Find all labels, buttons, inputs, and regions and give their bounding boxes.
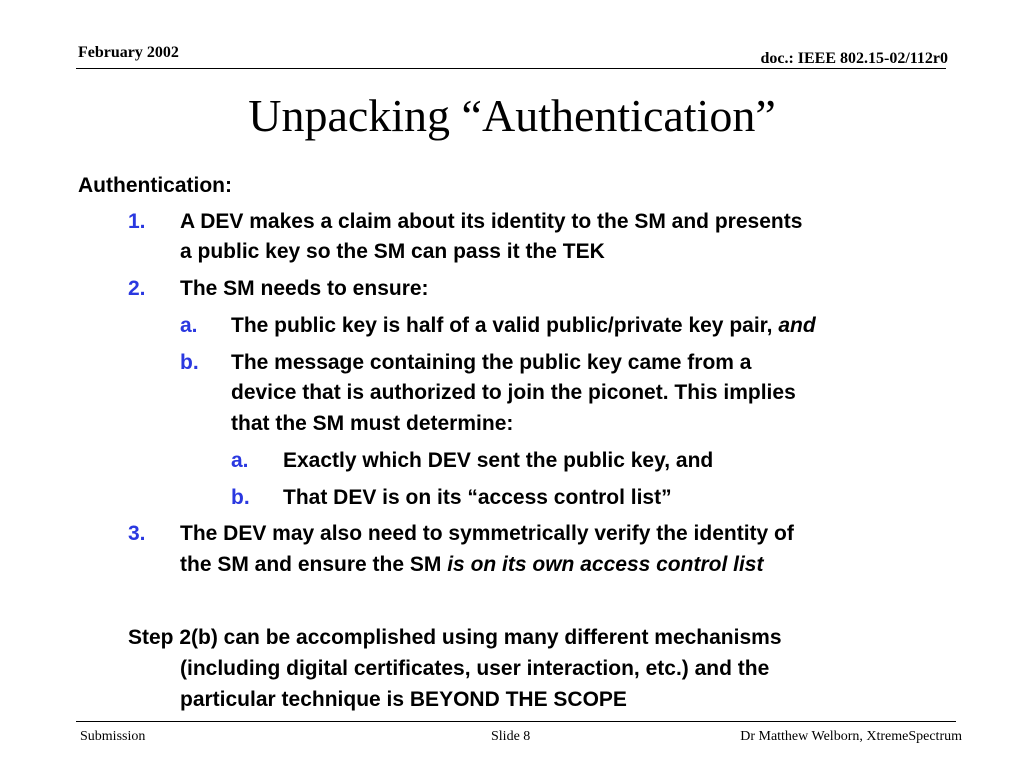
step-line1: Step 2(b) can be accomplished using many different mechanisms: [128, 626, 782, 649]
item2b-a-text: Exactly which DEV sent the public key, and: [283, 449, 714, 472]
item2b-b-marker: b.: [231, 486, 250, 509]
item2b-line2: device that is authorized to join the piconet. This implies: [231, 381, 796, 404]
item3-marker: 3.: [128, 522, 146, 545]
item3-line2-main: the SM and ensure the SM: [180, 553, 442, 576]
item2b-b-text: That DEV is on its “access control list”: [283, 486, 672, 509]
header-divider: [76, 68, 946, 69]
item2b-line1: The message containing the public key came from a: [231, 351, 752, 374]
item2b-a-marker: a.: [231, 449, 249, 472]
item2-text: The SM needs to ensure:: [180, 277, 429, 300]
item1-marker: 1.: [128, 210, 146, 233]
header-doc-id: doc.: IEEE 802.15-02/112r0: [760, 50, 948, 67]
body-heading: Authentication:: [78, 174, 232, 197]
item2b-line3: that the SM must determine:: [231, 412, 514, 435]
item2a-text: [231, 310, 816, 341]
step-line2: (including digital certificates, user interaction, etc.) and the: [180, 657, 770, 680]
item1-line2: a public key so the SM can pass it the TEK: [180, 240, 605, 263]
item3-line1: The DEV may also need to symmetrically verify the identity of: [180, 522, 794, 545]
header-date: February 2002: [78, 44, 179, 61]
item1-line1: A DEV makes a claim about its identity to the SM and presents: [180, 210, 803, 233]
footer-divider: [76, 721, 956, 722]
item3-line2: [180, 549, 763, 580]
step-line3: particular technique is BEYOND THE SCOPE: [180, 688, 627, 711]
slide-title: Unpacking “Authentication”: [248, 90, 776, 141]
item2-marker: 2.: [128, 277, 146, 300]
footer-author: Dr Matthew Welborn, XtremeSpectrum: [740, 729, 962, 744]
item2a-main: The public key is half of a valid public/private key pair,: [231, 314, 773, 337]
item3-line2-emph: is on its own access control list: [447, 553, 764, 576]
item2a-emph: and: [778, 314, 816, 337]
footer-submission: Submission: [80, 729, 146, 744]
item2a-marker: a.: [180, 314, 198, 337]
footer-slide-number: Slide 8: [491, 729, 531, 744]
item2b-marker: b.: [180, 351, 199, 374]
